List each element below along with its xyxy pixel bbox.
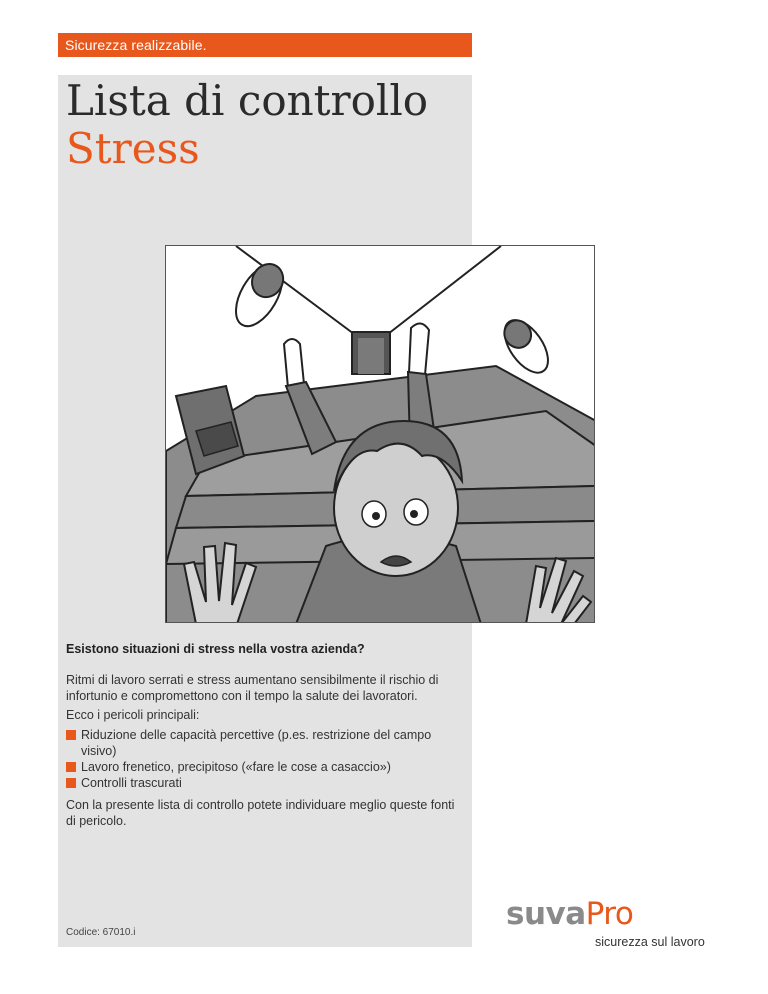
logo-tagline: sicurezza sul lavoro: [595, 935, 705, 949]
square-bullet-icon: [66, 762, 76, 772]
header-band: [58, 33, 472, 57]
list-item: [66, 759, 466, 775]
intro-paragraph: Ritmi di lavoro serrati e stress aumentano sensibilmente il rischio di infortunio e compromettono con il tempo la salute dei lavoratori.: [66, 673, 439, 703]
header-band-text: Sicurezza realizzabile.: [65, 37, 207, 53]
list-item-text: Lavoro frenetico, precipitoso («fare le cose a casaccio»): [81, 760, 391, 774]
document-code: Codice: 67010.i: [66, 927, 136, 938]
logo-suva: suva: [506, 896, 586, 932]
suvapro-logo: [506, 896, 633, 932]
square-bullet-icon: [66, 730, 76, 740]
dangers-list: [66, 727, 466, 791]
list-item-text: Controlli trascurati: [81, 776, 182, 790]
list-item: [66, 727, 466, 759]
stress-illustration: [165, 245, 595, 623]
logo-pro: Pro: [585, 896, 634, 932]
document-subtitle: Stress: [66, 124, 200, 173]
square-bullet-icon: [66, 778, 76, 788]
question-heading: Esistono situazioni di stress nella vostra azienda?: [66, 642, 365, 656]
closing-paragraph: Con la presente lista di controllo potete individuare meglio queste fonti di pericolo.: [66, 798, 455, 828]
document-title: Lista di controllo: [66, 76, 429, 125]
list-item-text: Riduzione delle capacità percettive (p.es. restrizione del campo visivo): [81, 728, 432, 758]
list-item: [66, 775, 466, 791]
dangers-lead: Ecco i pericoli principali:: [66, 708, 200, 722]
